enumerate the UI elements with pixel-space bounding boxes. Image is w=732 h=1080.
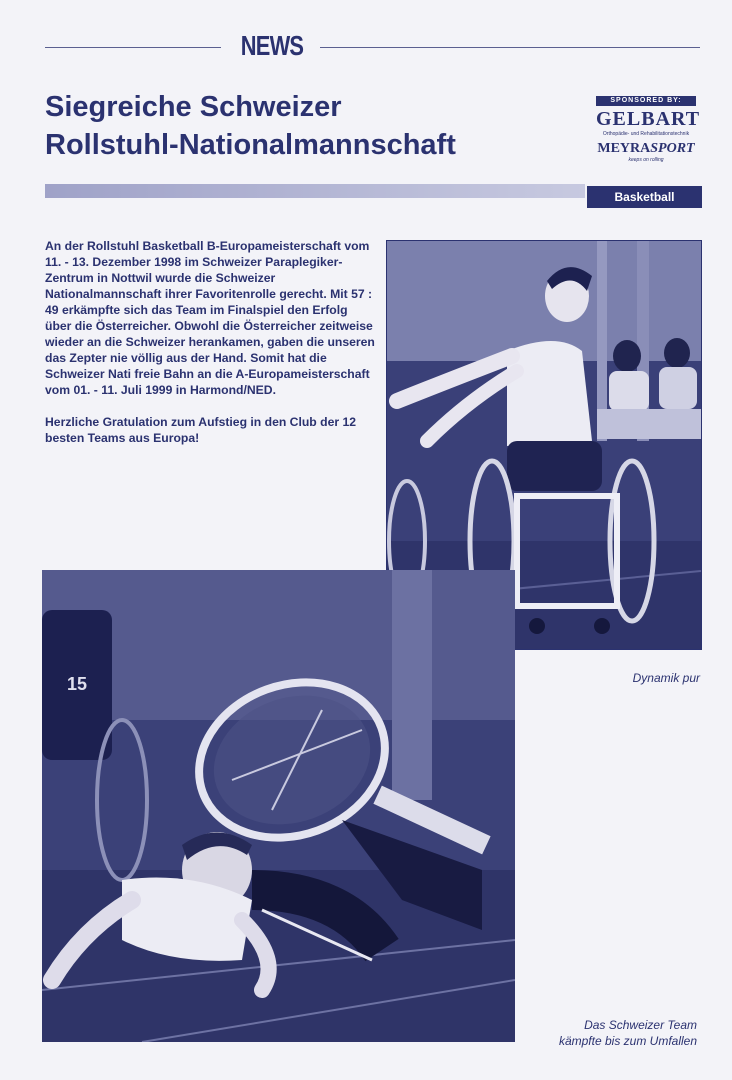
article-body — [45, 238, 375, 462]
photo-umfallen-illustration — [42, 570, 515, 1042]
category-badge: Basketball — [587, 186, 702, 208]
sponsor-logo-meyra — [596, 141, 696, 157]
jersey-number: 15 — [67, 674, 88, 694]
photo-caption-1: Dynamik pur — [632, 671, 700, 685]
title-line-2: Rollstuhl-Nationalmannschaft — [45, 129, 456, 161]
title-band — [45, 184, 585, 198]
header-rule-left — [45, 47, 221, 48]
caption-2-line-2: kämpfte bis zum Umfallen — [558, 1034, 697, 1048]
header-rule-right — [320, 47, 700, 48]
sponsor-gelbart-subtitle: Orthopädie- und Rehabilitationstechnik — [602, 131, 690, 137]
title-line-1: Siegreiche Schweizer — [45, 91, 342, 123]
caption-2-line-1: Das Schweizer Team — [584, 1018, 697, 1032]
sponsor-meyra-slogan: keeps on rolling — [628, 157, 664, 163]
photo-umfallen — [42, 570, 515, 1042]
sponsor-block — [596, 96, 701, 163]
body-paragraph-2: Herzliche Gratulation zum Aufstieg in den Club der 12 besten Teams aus Europa! — [45, 415, 357, 445]
sport-text: SPORT — [650, 141, 695, 156]
article-title — [45, 88, 565, 164]
meyra-text: MEYRA — [597, 141, 651, 156]
photo-caption-2 — [520, 1017, 697, 1049]
body-paragraph-1: An der Rollstuhl Basketball B-Europameisterschaft vom 11. - 13. Dezember 1998 im Schweizer Paraplegiker-Zentrum in Nottwil wurde die Schweizer Nationalmannschaft ihrer Favoritenrolle gerecht. Mit 57 : 49 erkämpfte sich das Team im Finalspiel den Erfolg über die Österreicher. Obwohl die Österreicher zeitweise wieder an die Schweizer herankamen, gaben die unseren das Zepter nie völlig aus der Hand. Somit hat die Schweizer Nati freie Bahn an die A-Europameisterschaft vom 01. - 11. Juli 1999 in Harmond/NED. — [45, 239, 375, 397]
section-label: NEWS — [240, 30, 304, 61]
sponsor-tag: SPONSORED BY: — [596, 96, 696, 106]
sponsor-logo-gelbart: GELBART — [596, 108, 701, 130]
